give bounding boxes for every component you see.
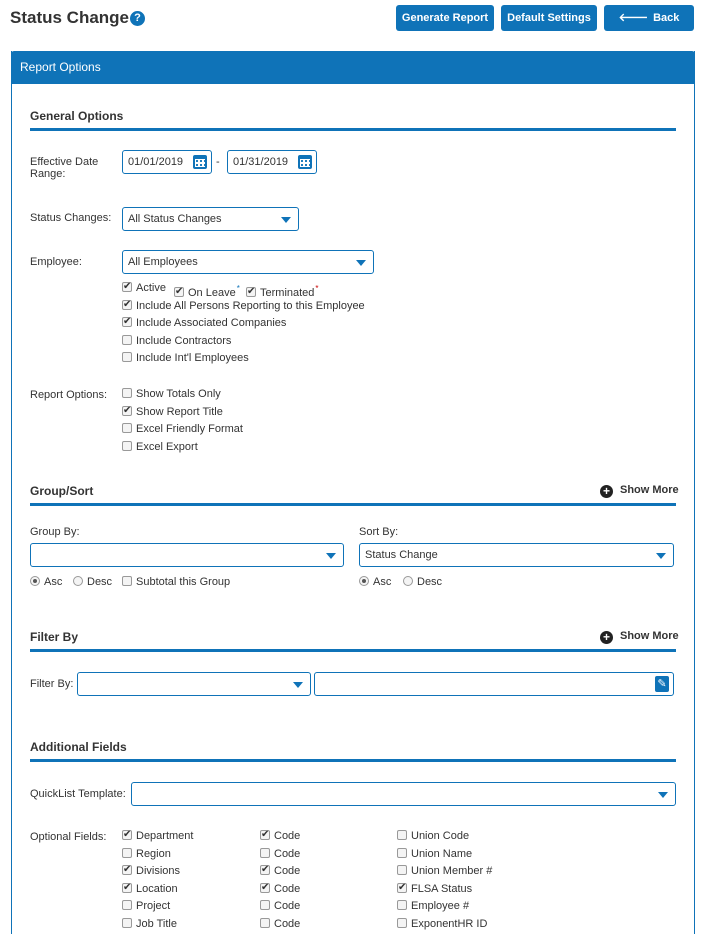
radio[interactable]: [73, 576, 83, 586]
checkbox-label: Active: [136, 282, 166, 294]
checkbox-label: Department: [136, 830, 194, 842]
chevron-down-icon: [281, 217, 291, 223]
employee-select[interactable]: [122, 250, 374, 274]
optional-fields-label: Optional Fields:: [30, 831, 107, 843]
optional-field-checkbox[interactable]: [122, 918, 177, 931]
sort-by-value: Status Change: [365, 549, 438, 561]
show-more-label: Show More: [620, 484, 679, 496]
radio[interactable]: [30, 576, 40, 586]
optional-field-checkbox[interactable]: [397, 883, 472, 896]
checkbox[interactable]: [260, 900, 270, 910]
additional-fields-title: Additional Fields: [30, 740, 127, 754]
filter-value-input[interactable]: [314, 672, 674, 696]
optional-field-checkbox[interactable]: [122, 900, 170, 913]
back-button[interactable]: [604, 5, 694, 31]
calendar-icon[interactable]: [298, 155, 312, 169]
checkbox[interactable]: [397, 865, 407, 875]
checkbox[interactable]: [397, 848, 407, 858]
checkbox[interactable]: [397, 883, 407, 893]
calendar-icon[interactable]: [193, 155, 207, 169]
group-by-select[interactable]: [30, 543, 344, 567]
chevron-down-icon: [326, 553, 336, 559]
checkbox-label: Show Report Title: [136, 406, 223, 418]
checkbox[interactable]: [397, 900, 407, 910]
checkbox-label: Divisions: [136, 865, 181, 877]
checkbox-label: Code: [274, 918, 301, 930]
radio-label: Desc: [417, 576, 443, 588]
checkbox-label: Project: [136, 900, 171, 912]
radio[interactable]: [403, 576, 413, 586]
sort-desc-radio[interactable]: [403, 576, 442, 589]
quicklist-label: QuickList Template:: [30, 788, 126, 800]
checkbox-label: Region: [136, 848, 171, 860]
checkbox-label: Union Member #: [411, 865, 493, 877]
checkbox[interactable]: [122, 317, 132, 327]
optional-field-checkbox[interactable]: [397, 830, 469, 843]
optional-field-checkbox[interactable]: [122, 830, 193, 843]
radio[interactable]: [359, 576, 369, 586]
checkbox-label: Code: [274, 865, 301, 877]
checkbox-label: Code: [274, 848, 301, 860]
checkbox[interactable]: [122, 300, 132, 310]
optional-field-checkbox[interactable]: [260, 865, 300, 878]
excel-friendly-checkbox[interactable]: [122, 423, 243, 436]
date-to-input[interactable]: [227, 150, 317, 174]
edit-icon[interactable]: ✎: [655, 676, 669, 692]
general-options-title: General Options: [30, 109, 124, 123]
group-by-label: Group By:: [30, 526, 80, 538]
section-divider: [30, 759, 676, 762]
panel-header: Report Options: [11, 51, 695, 84]
checkbox[interactable]: [122, 423, 132, 433]
sort-by-label: Sort By:: [359, 526, 399, 538]
group-sort-title: Group/Sort: [30, 484, 94, 498]
checkbox[interactable]: [260, 848, 270, 858]
section-divider: [30, 649, 676, 652]
footnote-marker: *: [236, 284, 240, 293]
checkbox[interactable]: [122, 282, 132, 292]
sort-by-select[interactable]: [359, 543, 674, 567]
status-changes-value: All Status Changes: [128, 213, 222, 225]
checkbox-label: Code: [274, 883, 301, 895]
checkbox-label: On Leave: [188, 287, 236, 299]
chevron-down-icon: [293, 682, 303, 688]
checkbox-label: Subtotal this Group: [136, 576, 231, 588]
chevron-down-icon: [356, 260, 366, 266]
help-icon[interactable]: ?: [130, 11, 145, 26]
checkbox[interactable]: [397, 830, 407, 840]
include-contractors-checkbox[interactable]: [122, 335, 231, 348]
checkbox[interactable]: [246, 287, 256, 297]
subtotal-group-checkbox[interactable]: [122, 576, 230, 589]
checkbox[interactable]: [122, 918, 132, 928]
checkbox[interactable]: [122, 335, 132, 345]
checkbox[interactable]: [122, 865, 132, 875]
checkbox[interactable]: [122, 406, 132, 416]
chevron-down-icon: [658, 792, 668, 798]
filter-by-title: Filter By: [30, 630, 79, 644]
checkbox[interactable]: [260, 830, 270, 840]
show-totals-checkbox[interactable]: [122, 388, 221, 401]
arrow-left-icon: 🡐: [618, 12, 649, 24]
checkbox-label: Excel Friendly Format: [136, 423, 243, 435]
group-desc-radio[interactable]: [73, 576, 112, 589]
checkbox-label: Terminated: [260, 287, 315, 299]
checkbox-label: Include Int'l Employees: [136, 352, 249, 364]
show-more-label: Show More: [620, 630, 679, 642]
checkbox[interactable]: [122, 900, 132, 910]
checkbox[interactable]: [122, 848, 132, 858]
quicklist-select[interactable]: [131, 782, 676, 806]
checkbox-label: Location: [136, 883, 178, 895]
checkbox[interactable]: [397, 918, 407, 928]
show-title-checkbox[interactable]: [122, 406, 223, 419]
filter-by-label: Filter By:: [30, 678, 74, 690]
checkbox[interactable]: [174, 287, 184, 297]
checkbox[interactable]: [122, 830, 132, 840]
checkbox-label: Show Totals Only: [136, 388, 221, 400]
optional-field-checkbox[interactable]: [260, 918, 300, 931]
chevron-down-icon: [656, 553, 666, 559]
checkbox-label: Union Code: [411, 830, 470, 842]
checkbox-label: Job Title: [136, 918, 177, 930]
date-from-input[interactable]: [122, 150, 212, 174]
checkbox-label: Include Contractors: [136, 335, 232, 347]
excel-export-checkbox[interactable]: [122, 441, 198, 454]
filter-show-more[interactable]: [600, 630, 679, 644]
group-sort-show-more[interactable]: [600, 484, 679, 498]
checkbox[interactable]: [122, 352, 132, 362]
optional-field-checkbox[interactable]: [397, 848, 472, 861]
back-button-label: Back: [653, 12, 680, 24]
checkbox-label: Code: [274, 900, 301, 912]
include-intl-checkbox[interactable]: [122, 352, 249, 365]
active-checkbox[interactable]: [122, 282, 166, 295]
radio-label: Asc: [44, 576, 63, 588]
filter-by-select[interactable]: [77, 672, 311, 696]
checkbox-label: Union Name: [411, 848, 473, 860]
terminated-checkbox[interactable]: [246, 282, 319, 300]
radio-label: Desc: [87, 576, 113, 588]
checkbox-label: Include All Persons Reporting to this Employee: [136, 300, 365, 312]
include-reporting-checkbox[interactable]: [122, 300, 365, 313]
date-from-value: 01/01/2019: [128, 156, 184, 168]
report-options-label: Report Options:: [30, 389, 108, 401]
checkbox-label: Excel Export: [136, 441, 198, 453]
on-leave-checkbox[interactable]: [174, 282, 240, 300]
footnote-marker: *: [315, 284, 319, 293]
checkbox[interactable]: [260, 918, 270, 928]
status-changes-label: Status Changes:: [30, 212, 112, 224]
optional-field-checkbox[interactable]: [260, 830, 300, 843]
checkbox[interactable]: [122, 441, 132, 451]
date-separator: -: [216, 156, 220, 168]
generate-report-button[interactable]: Generate Report: [396, 5, 494, 31]
checkbox[interactable]: [260, 883, 270, 893]
default-settings-button[interactable]: Default Settings: [501, 5, 597, 31]
checkbox-label: Code: [274, 830, 301, 842]
optional-field-checkbox[interactable]: [122, 848, 171, 861]
plus-circle-icon: +: [600, 631, 613, 644]
optional-field-checkbox[interactable]: [397, 918, 487, 931]
optional-field-checkbox[interactable]: [122, 883, 178, 896]
radio-label: Asc: [373, 576, 392, 588]
status-changes-select[interactable]: [122, 207, 299, 231]
sort-asc-radio[interactable]: [359, 576, 391, 589]
employee-value: All Employees: [128, 256, 198, 268]
employee-label: Employee:: [30, 256, 82, 268]
checkbox[interactable]: [122, 576, 132, 586]
optional-field-checkbox[interactable]: [397, 865, 492, 878]
optional-field-checkbox[interactable]: [260, 848, 300, 861]
checkbox[interactable]: [122, 883, 132, 893]
checkbox-label: FLSA Status: [411, 883, 473, 895]
date-to-value: 01/31/2019: [233, 156, 289, 168]
checkbox-label: Employee #: [411, 900, 470, 912]
include-associated-checkbox[interactable]: [122, 317, 286, 330]
group-asc-radio[interactable]: [30, 576, 62, 589]
effective-date-label: Effective Date Range:: [30, 156, 99, 180]
checkbox-label: Include Associated Companies: [136, 317, 287, 329]
optional-field-checkbox[interactable]: [260, 883, 300, 896]
optional-field-checkbox[interactable]: [397, 900, 469, 913]
optional-field-checkbox[interactable]: [122, 865, 180, 878]
plus-circle-icon: +: [600, 485, 613, 498]
checkbox[interactable]: [260, 865, 270, 875]
checkbox-label: ExponentHR ID: [411, 918, 488, 930]
optional-field-checkbox[interactable]: [260, 900, 300, 913]
checkbox[interactable]: [122, 388, 132, 398]
section-divider: [30, 503, 676, 506]
page-title: Status Change: [10, 8, 130, 27]
section-divider: [30, 128, 676, 131]
